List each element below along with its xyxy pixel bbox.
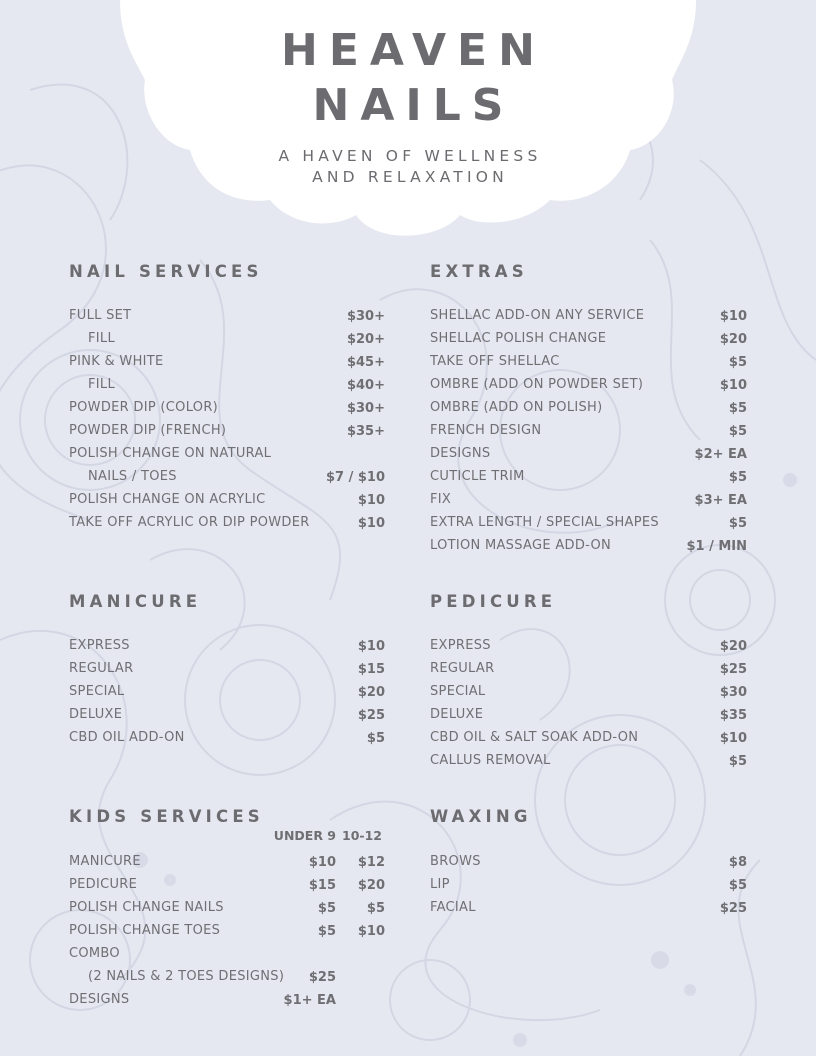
menu-item-label: CBD OIL & SALT SOAK ADD-ON <box>430 730 639 745</box>
menu-item-price: $8 <box>728 855 747 870</box>
menu-item-label: PINK & WHITE <box>69 354 164 369</box>
menu-item-label: FULL SET <box>69 308 132 323</box>
title-heaven: HEAVEN <box>281 25 546 76</box>
menu-item-price: $20+ <box>346 332 385 347</box>
menu-item-label: DELUXE <box>69 707 123 722</box>
menu-item-price: $5 <box>728 516 747 531</box>
kids-price-10-12: $10 <box>357 924 385 939</box>
menu-item-label: FILL <box>88 331 115 346</box>
menu-item-label: POWDER DIP (COLOR) <box>69 400 219 415</box>
kids-column-10-12: 10-12 <box>342 828 382 843</box>
menu-item-label: POLISH CHANGE ON ACRYLIC <box>69 492 266 507</box>
menu-item-label: OMBRE (ADD ON POLISH) <box>430 400 603 415</box>
menu-item-label: SHELLAC POLISH CHANGE <box>430 331 607 346</box>
menu-item-price: $1 / MIN <box>686 539 747 554</box>
menu-item-price: $10 <box>719 378 747 393</box>
menu-item-label: REGULAR <box>430 661 495 676</box>
menu-item-label: LOTION MASSAGE ADD-ON <box>430 538 612 553</box>
kids-price-under-9: $1+ EA <box>283 993 336 1008</box>
subtitle-line2: AND RELAXATION <box>312 168 508 186</box>
menu-item-label: CBD OIL ADD-ON <box>69 730 185 745</box>
subtitle-line1: A HAVEN OF WELLNESS <box>278 147 542 165</box>
menu-item-price: $25 <box>357 708 385 723</box>
menu-item-label: NAILS / TOES <box>88 469 177 484</box>
menu-item-label: SPECIAL <box>430 684 486 699</box>
menu-item-label: BROWS <box>430 854 481 869</box>
menu-item-price: $10 <box>719 309 747 324</box>
menu-item-label: SPECIAL <box>69 684 125 699</box>
menu-item-label: CALLUS REMOVAL <box>430 753 551 768</box>
menu-item-price: $20 <box>357 685 385 700</box>
kids-item-label: MANICURE <box>69 854 141 869</box>
menu-item-label: REGULAR <box>69 661 134 676</box>
menu-item-label: POWDER DIP (FRENCH) <box>69 423 227 438</box>
menu-item-label: TAKE OFF ACRYLIC OR DIP POWDER <box>69 515 310 530</box>
kids-item-label: COMBO <box>69 946 120 961</box>
menu-item-price: $10 <box>719 731 747 746</box>
kids-item-label: PEDICURE <box>69 877 138 892</box>
menu-item-price: $15 <box>357 662 385 677</box>
menu-item-price: $35+ <box>346 424 385 439</box>
kids-price-10-12: $12 <box>357 855 385 870</box>
menu-item-label: EXPRESS <box>69 638 130 653</box>
menu-item-price: $45+ <box>346 355 385 370</box>
kids-item-label: POLISH CHANGE NAILS <box>69 900 224 915</box>
menu-item-label: FIX <box>430 492 452 507</box>
menu-item-label: LIP <box>430 877 450 892</box>
menu-item-label: FRENCH DESIGN <box>430 423 542 438</box>
menu-item-price: $5 <box>728 470 747 485</box>
kids-price-under-9: $15 <box>308 878 336 893</box>
kids-item-label: (2 NAILS & 2 TOES DESIGNS) <box>88 969 285 984</box>
kids-column-under-9: UNDER 9 <box>273 828 336 843</box>
menu-item-label: POLISH CHANGE ON NATURAL <box>69 446 272 461</box>
menu-item-label: FILL <box>88 377 115 392</box>
menu-item-price: $5 <box>728 424 747 439</box>
menu-item-price: $5 <box>728 401 747 416</box>
menu-item-price: $20 <box>719 639 747 654</box>
menu-item-price: $5 <box>366 731 385 746</box>
menu-item-price: $5 <box>728 754 747 769</box>
menu-item-label: DELUXE <box>430 707 484 722</box>
kids-price-under-9: $10 <box>308 855 336 870</box>
menu-item-price: $40+ <box>346 378 385 393</box>
menu-item-price: $25 <box>719 662 747 677</box>
menu-item-label: SHELLAC ADD-ON ANY SERVICE <box>430 308 645 323</box>
menu-item-price: $25 <box>719 901 747 916</box>
menu-item-price: $30+ <box>346 401 385 416</box>
menu-item-price: $35 <box>719 708 747 723</box>
menu-item-label: OMBRE (ADD ON POWDER SET) <box>430 377 644 392</box>
kids-price-10-12: $5 <box>366 901 385 916</box>
kids-price-under-9: $25 <box>308 970 336 985</box>
menu-item-price: $7 / $10 <box>325 470 385 485</box>
menu-item-price: $5 <box>728 878 747 893</box>
section-title-kids-services: KIDS SERVICES <box>69 807 264 826</box>
kids-item-label: DESIGNS <box>69 992 130 1007</box>
menu-item-price: $30+ <box>346 309 385 324</box>
section-title-waxing: WAXING <box>430 807 532 826</box>
menu-item-price: $10 <box>357 639 385 654</box>
kids-price-under-9: $5 <box>317 924 336 939</box>
menu-item-price: $3+ EA <box>694 493 747 508</box>
menu-item-price: $10 <box>357 516 385 531</box>
menu-item-label: DESIGNS <box>430 446 491 461</box>
menu-item-label: FACIAL <box>430 900 476 915</box>
menu-item-label: CUTICLE TRIM <box>430 469 525 484</box>
title-nails: NAILS <box>312 80 515 131</box>
section-title-pedicure: PEDICURE <box>430 592 557 611</box>
section-title-extras: EXTRAS <box>430 262 528 281</box>
kids-price-10-12: $20 <box>357 878 385 893</box>
kids-price-under-9: $5 <box>317 901 336 916</box>
menu-item-label: TAKE OFF SHELLAC <box>430 354 560 369</box>
menu-item-price: $2+ EA <box>694 447 747 462</box>
section-title-nail-services: NAIL SERVICES <box>69 262 263 281</box>
section-title-manicure: MANICURE <box>69 592 202 611</box>
kids-item-label: POLISH CHANGE TOES <box>69 923 221 938</box>
menu-item-price: $20 <box>719 332 747 347</box>
menu-item-label: EXTRA LENGTH / SPECIAL SHAPES <box>430 515 659 530</box>
menu-item-label: EXPRESS <box>430 638 491 653</box>
menu-item-price: $30 <box>719 685 747 700</box>
menu-item-price: $5 <box>728 355 747 370</box>
menu-item-price: $10 <box>357 493 385 508</box>
